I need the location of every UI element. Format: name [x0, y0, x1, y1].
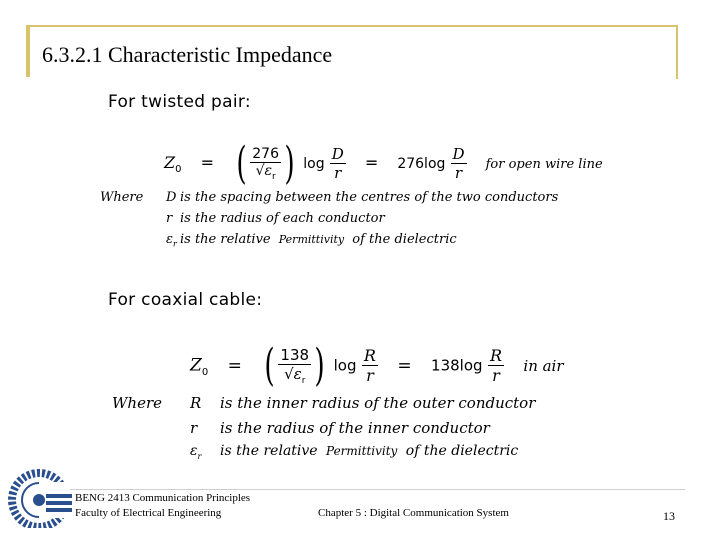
z0-subscript: 0 — [175, 164, 182, 176]
fraction-r-2: r — [492, 366, 500, 385]
definition-symbol-d: D — [166, 190, 177, 205]
definition-text-epsilon-a: is the relative — [220, 443, 318, 459]
left-paren: ( — [264, 340, 275, 391]
definition-text-epsilon-c: of the dielectric — [352, 232, 457, 247]
right-paren: ) — [284, 138, 295, 189]
fraction-d: D — [331, 145, 344, 163]
footer-faculty: Faculty of Electrical Engineering — [75, 507, 222, 519]
definition-symbol-R: R — [190, 394, 202, 412]
definition-symbol-epsilon: ε — [166, 232, 173, 247]
where-label: Where — [100, 190, 144, 205]
where-label: Where — [112, 394, 163, 412]
twisted-pair-equation — [100, 128, 620, 248]
twisted-pair-heading: For twisted pair: — [108, 92, 251, 112]
epsilon-symbol: ε — [264, 162, 272, 179]
fraction-d-2: D — [452, 145, 465, 163]
definition-text-R: is the inner radius of the outer conductor — [220, 394, 536, 412]
definition-text-epsilon-a: is the relative — [180, 232, 271, 247]
fraction-numerator: 276 — [252, 145, 279, 162]
left-paren: ( — [236, 138, 247, 189]
fraction-R-2: R — [489, 346, 502, 365]
condition-note: in air — [523, 356, 564, 375]
definition-symbol-r: r — [166, 211, 173, 226]
fraction-r: r — [334, 164, 342, 182]
z0-symbol: Z — [190, 355, 202, 376]
condition-note: for open wire line — [485, 157, 603, 172]
definition-text-r: is the radius of the inner conductor — [220, 419, 490, 437]
equals-sign-2: = — [364, 153, 379, 172]
definition-text-r: is the radius of each conductor — [180, 211, 385, 226]
epsilon-subscript: r — [301, 375, 306, 386]
equals-sign: = — [227, 355, 242, 376]
definition-text-epsilon-c: of the dielectric — [405, 443, 519, 459]
epsilon-symbol: ε — [293, 364, 302, 383]
title-accent-bar — [26, 25, 30, 77]
coaxial-equation — [108, 330, 598, 465]
log-text: log — [333, 356, 357, 375]
definition-text-epsilon-b: Permittivity — [278, 233, 345, 246]
z0-symbol: Z — [164, 153, 176, 172]
fraction-r: r — [366, 366, 374, 385]
sqrt-symbol: √ — [284, 364, 294, 383]
definition-epsilon-subscript: r — [172, 239, 177, 249]
university-logo-icon — [6, 468, 72, 528]
coefficient-text: 276log — [397, 156, 446, 172]
definition-text-epsilon-b: Permittivity — [326, 444, 398, 458]
definition-epsilon-subscript: r — [197, 451, 202, 461]
equals-sign-2: = — [397, 355, 412, 376]
epsilon-subscript: r — [272, 171, 276, 182]
footer-divider — [70, 489, 685, 490]
log-text: log — [303, 156, 325, 172]
page-number: 13 — [663, 509, 675, 523]
definition-symbol-r: r — [190, 419, 198, 437]
right-paren: ) — [314, 340, 325, 391]
footer-course: BENG 2413 Communication Principles — [75, 492, 251, 504]
fraction-R: R — [363, 346, 376, 365]
coefficient-text: 138log — [431, 356, 483, 375]
equals-sign: = — [200, 153, 214, 172]
fraction-numerator: 138 — [280, 345, 310, 364]
fraction-r-2: r — [454, 164, 463, 182]
footer-chapter: Chapter 5 : Digital Communication System — [318, 507, 509, 519]
z0-subscript: 0 — [201, 366, 209, 378]
definition-symbol-epsilon: ε — [190, 443, 198, 459]
definition-text-d: is the spacing between the centres of the two conductors — [180, 190, 559, 205]
sqrt-symbol: √ — [255, 162, 265, 179]
slide-title: 6.3.2.1 Characteristic Impedance — [42, 42, 333, 67]
coaxial-heading: For coaxial cable: — [108, 290, 263, 310]
